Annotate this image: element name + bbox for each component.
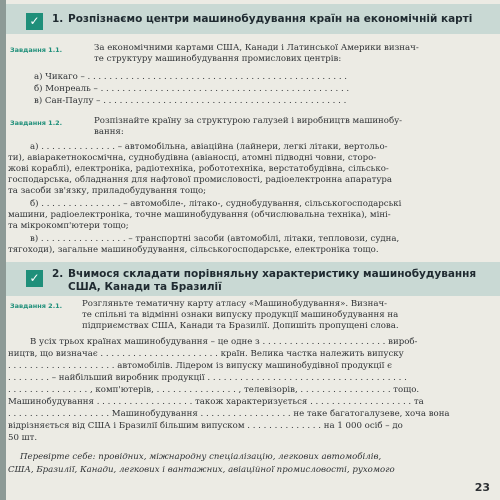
task-1-1-item-c: в) Сан-Паулу – . . . . . . . . . . . . . . . . . . . . . . . . . . . . . . . . . . . . . . . . . . . . . <box>34 96 347 106</box>
task-1-2-line: господарська, обладнання для нафтової промисловості, радіоелектронна апаратура <box>8 175 393 185</box>
task-2-1-line: відрізняється від США і Бразилії більшим випуском . . . . . . . . . . . . . . на 1 000 осіб – до <box>8 421 403 431</box>
task-2-1-line: 50 шт. <box>8 433 38 443</box>
task-1-2-line: ти), авіаракетнокосмічна, суднобудівна (авіаносці, атомні підводні човни, сторо- <box>8 153 377 163</box>
task-1-1-item-b: б) Монреаль – . . . . . . . . . . . . . . . . . . . . . . . . . . . . . . . . . . . . . . . . . . . . . . <box>34 84 350 94</box>
task-1-1-label: Завдання 1.1. <box>10 46 63 54</box>
checkmark-icon: ✓ <box>26 13 43 30</box>
task-2-1-line: ництв, що визначає . . . . . . . . . . . . . . . . . . . . . . країн. Велика частка належить випуску <box>8 349 404 359</box>
check-yourself-line-2: США, Бразилії, Канади, легкових і вантажних, авіаційної промисловості, рухомого <box>8 465 395 475</box>
page-number: 23 <box>474 481 490 494</box>
task-2-1-line: . . . . . . . . . . . . . . . . . . . . автомобілів. Лідером із випуску машинобудівної продукції є <box>8 361 392 371</box>
section-2-title-2: США, Канади та Бразилії <box>68 281 222 293</box>
task-2-1-line: . . . . . . . . . . . . . . . , комп'ютерів, . . . . . . . . . . . . . . . , телевізорів, . . . . . . . . . . . . . . . . . тощо. <box>8 385 420 395</box>
task-1-2-line: тягоходи), загальне машинобудування, сільськогосподарське, електроніка тощо. <box>8 245 379 255</box>
workbook-page <box>6 0 500 500</box>
check-yourself-line-1: Перевірте себе: провідних, міжнародну спеціалізацію, легкових автомобілів, <box>20 452 382 462</box>
task-2-1-line: Машинобудування . . . . . . . . . . . . . . . . . . також характеризується . . . . . . . . . . . . . . . . . . . та <box>8 397 424 407</box>
task-2-1-line: . . . . . . . . – найбільший виробник продукції . . . . . . . . . . . . . . . . . . . . . . . . . . . . . . . . . . . . . <box>8 373 407 383</box>
task-1-1-prompt-1: За економічними картами США, Канади і Латинської Америки визнач- <box>94 43 419 53</box>
task-1-2-line: та засоби зв'язку, приладобудування тощо; <box>8 186 207 196</box>
task-1-2-line: а) . . . . . . . . . . . . . . – автомобільна, авіаційна (лайнери, легкі літаки, вертольо- <box>30 142 388 152</box>
task-1-2-line: в) . . . . . . . . . . . . . . . . – транспортні засоби (автомобілі, літаки, тепловози, судна, <box>30 234 400 244</box>
task-2-1-line: . . . . . . . . . . . . . . . . . . . Машинобудування . . . . . . . . . . . . . . . . . не таке багатогалузеве, хоча вона <box>8 409 450 419</box>
task-1-2-line: та мікрокомп'ютери тощо; <box>8 221 129 231</box>
task-1-2-label: Завдання 1.2. <box>10 119 63 127</box>
section-2-title-1: Вчимося складати порівняльну характеристику машинобудування <box>68 268 477 280</box>
task-2-1-label: Завдання 2.1. <box>10 302 63 310</box>
section-2-number: 2. <box>52 268 64 280</box>
task-1-2-line: б) . . . . . . . . . . . . . . . – автомобіле-, літако-, суднобудування, сільськогосподарські <box>30 199 402 209</box>
task-1-2-prompt-2: вання: <box>94 127 124 137</box>
task-1-1-prompt-2: те структуру машинобудування промислових центрів: <box>94 54 342 64</box>
task-2-1-prompt-2: те спільні та відмінні ознаки випуску продукції машинобудування на <box>82 310 399 320</box>
task-1-2-prompt-1: Розпізнайте країну за структурою галузей і виробництв машинобу- <box>94 116 403 126</box>
task-2-1-prompt-1: Розгляньте тематичну карту атласу «Машинобудування». Визнач- <box>82 299 388 309</box>
task-1-2-line: жові кораблі), електроніка, радіотехніка, робототехніка, верстатобудівна, сільсько- <box>8 164 389 174</box>
section-1-number: 1. <box>52 13 64 25</box>
task-2-1-prompt-3: підприємствах США, Канади та Бразилії. Допишіть пропущені слова. <box>82 321 399 331</box>
task-1-1-item-a: а) Чикаго – . . . . . . . . . . . . . . . . . . . . . . . . . . . . . . . . . . . . . . . . . . . . . . . . <box>34 72 348 82</box>
checkmark-icon: ✓ <box>26 270 43 287</box>
task-2-1-line: В усіх трьох країнах машинобудування – це одне з . . . . . . . . . . . . . . . . . . . . . . . вироб- <box>30 337 418 347</box>
task-1-2-line: машини, радіоелектроніка, точне машинобудування (обчислювальна техніка), міні- <box>8 210 391 220</box>
section-1-title: Розпізнаємо центри машинобудування країн на економічній карті <box>68 13 473 25</box>
